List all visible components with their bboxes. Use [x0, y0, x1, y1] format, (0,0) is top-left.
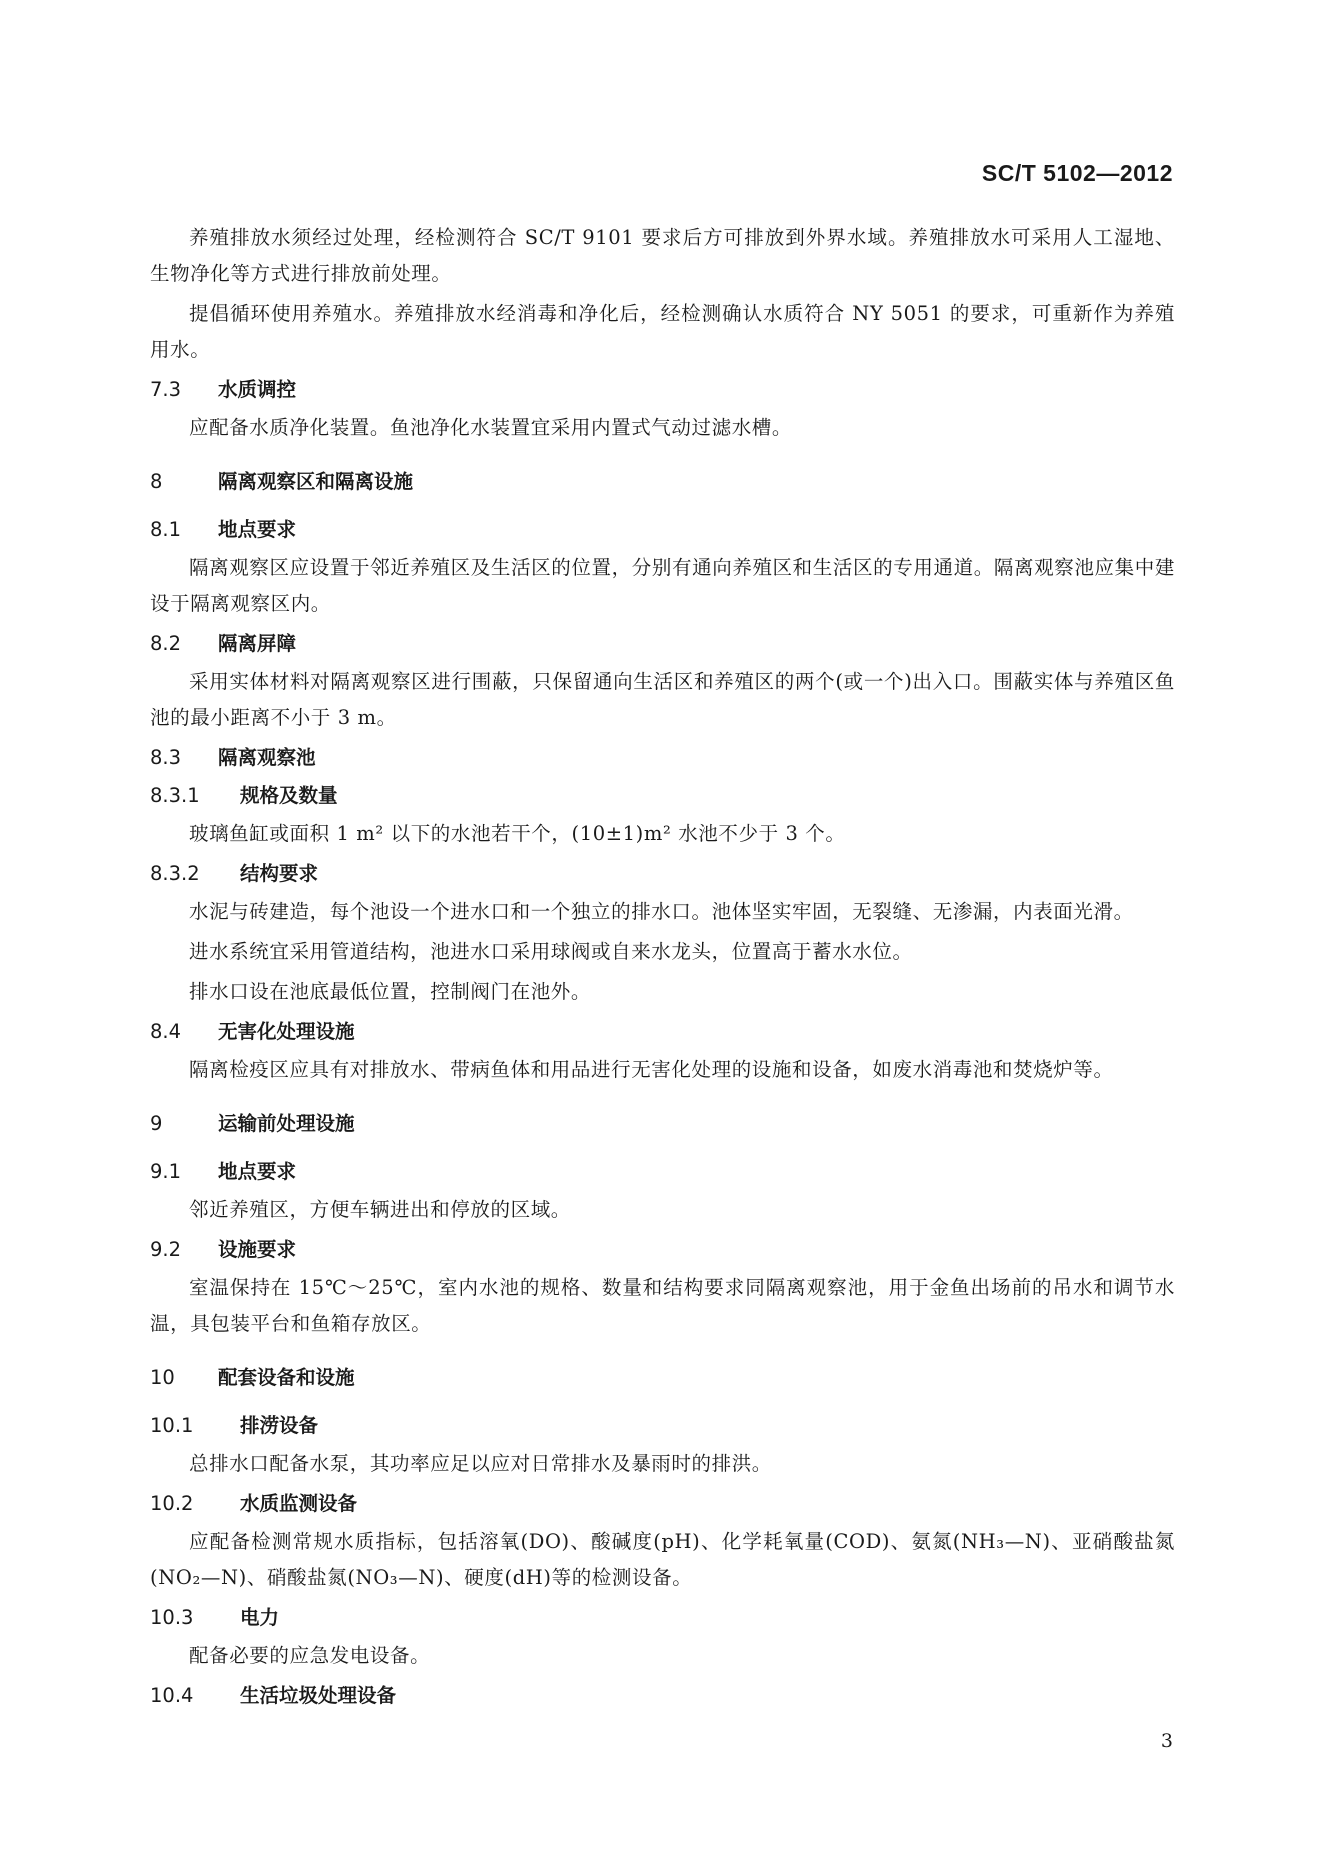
section-heading	[150, 1360, 1175, 1396]
paragraph: 应配备检测常规水质指标，包括溶氧(DO)、酸碱度(pH)、化学耗氧量(COD)、氨氮(NH₃—N)、亚硝酸盐氮(NO₂—N)、硝酸盐氮(NO₃—N)、硬度(dH)等的检测设备。	[150, 1530, 1175, 1589]
subsection-heading	[150, 1014, 1175, 1050]
heading-number: 8.3.1	[150, 784, 200, 807]
heading-text: 排涝设备	[240, 1414, 319, 1437]
paragraph: 采用实体材料对隔离观察区进行围蔽，只保留通向生活区和养殖区的两个(或一个)出入口。围蔽实体与养殖区鱼池的最小距离不小于 3 m。	[150, 670, 1175, 729]
heading-text: 生活垃圾处理设备	[240, 1684, 397, 1707]
page-number: 3	[1160, 1730, 1173, 1752]
paragraph: 邻近养殖区，方便车辆进出和停放的区域。	[189, 1198, 571, 1221]
heading-text: 地点要求	[218, 1160, 297, 1183]
heading-number: 8.1	[150, 518, 182, 541]
subsection-heading	[150, 1486, 1175, 1522]
heading-text: 无害化处理设施	[218, 1020, 355, 1043]
document-body	[150, 220, 1175, 1716]
heading-number: 10	[150, 1366, 175, 1389]
heading-text: 隔离观察区和隔离设施	[218, 470, 414, 493]
section-heading	[150, 1106, 1175, 1142]
subsection-heading	[150, 740, 1175, 776]
heading-number: 10.3	[150, 1606, 194, 1629]
heading-text: 设施要求	[218, 1238, 297, 1261]
subsection-heading	[150, 1232, 1175, 1268]
heading-text: 结构要求	[240, 862, 319, 885]
paragraph: 提倡循环使用养殖水。养殖排放水经消毒和净化后，经检测确认水质符合 NY 5051 的要求，可重新作为养殖用水。	[150, 302, 1175, 361]
subsection-heading	[150, 1408, 1175, 1444]
section-heading	[150, 464, 1175, 500]
heading-number: 10.4	[150, 1684, 194, 1707]
heading-text: 运输前处理设施	[218, 1112, 355, 1135]
heading-text: 规格及数量	[240, 784, 338, 807]
paragraph: 进水系统宜采用管道结构，池进水口采用球阀或自来水龙头，位置高于蓄水水位。	[189, 940, 913, 963]
heading-text: 地点要求	[218, 518, 297, 541]
subsection-heading	[150, 512, 1175, 548]
subsection-heading	[150, 372, 1175, 408]
subsection-heading	[150, 856, 1175, 892]
paragraph: 养殖排放水须经过处理，经检测符合 SC/T 9101 要求后方可排放到外界水域。养殖排放水可采用人工湿地、生物净化等方式进行排放前处理。	[150, 226, 1175, 285]
heading-number: 9.2	[150, 1238, 182, 1261]
paragraph: 配备必要的应急发电设备。	[189, 1644, 431, 1667]
heading-number: 10.2	[150, 1492, 194, 1515]
paragraph: 室温保持在 15℃～25℃，室内水池的规格、数量和结构要求同隔离观察池，用于金鱼出场前的吊水和调节水温，具包装平台和鱼箱存放区。	[150, 1276, 1175, 1335]
heading-number: 9	[150, 1112, 163, 1135]
paragraph: 总排水口配备水泵，其功率应足以应对日常排水及暴雨时的排洪。	[189, 1452, 772, 1475]
paragraph: 隔离观察区应设置于邻近养殖区及生活区的位置，分别有通向养殖区和生活区的专用通道。隔离观察池应集中建设于隔离观察区内。	[150, 556, 1175, 615]
subsection-heading	[150, 626, 1175, 662]
paragraph: 隔离检疫区应具有对排放水、带病鱼体和用品进行无害化处理的设施和设备，如废水消毒池和焚烧炉等。	[189, 1058, 1114, 1081]
subsection-heading	[150, 1154, 1175, 1190]
heading-text: 水质调控	[218, 378, 297, 401]
paragraph: 应配备水质净化装置。鱼池净化水装置宜采用内置式气动过滤水槽。	[189, 416, 793, 439]
paragraph: 排水口设在池底最低位置，控制阀门在池外。	[189, 980, 592, 1003]
heading-number: 8.3.2	[150, 862, 200, 885]
heading-number: 8.2	[150, 632, 182, 655]
paragraph: 水泥与砖建造，每个池设一个进水口和一个独立的排水口。池体坚实牢固，无裂缝、无渗漏，内表面光滑。	[189, 900, 1134, 923]
heading-text: 隔离屏障	[218, 632, 297, 655]
subsection-heading	[150, 778, 1175, 814]
subsection-heading	[150, 1678, 1175, 1714]
heading-text: 水质监测设备	[240, 1492, 358, 1515]
heading-text: 隔离观察池	[218, 746, 316, 769]
heading-number: 10.1	[150, 1414, 194, 1437]
heading-text: 配套设备和设施	[218, 1366, 355, 1389]
heading-number: 7.3	[150, 378, 182, 401]
standard-code: SC/T 5102—2012	[981, 160, 1173, 186]
paragraph: 玻璃鱼缸或面积 1 m² 以下的水池若干个，(10±1)m² 水池不少于 3 个。	[189, 822, 846, 845]
heading-number: 8.4	[150, 1020, 182, 1043]
heading-number: 8.3	[150, 746, 182, 769]
subsection-heading	[150, 1600, 1175, 1636]
heading-number: 9.1	[150, 1160, 182, 1183]
heading-number: 8	[150, 470, 163, 493]
heading-text: 电力	[240, 1606, 280, 1629]
